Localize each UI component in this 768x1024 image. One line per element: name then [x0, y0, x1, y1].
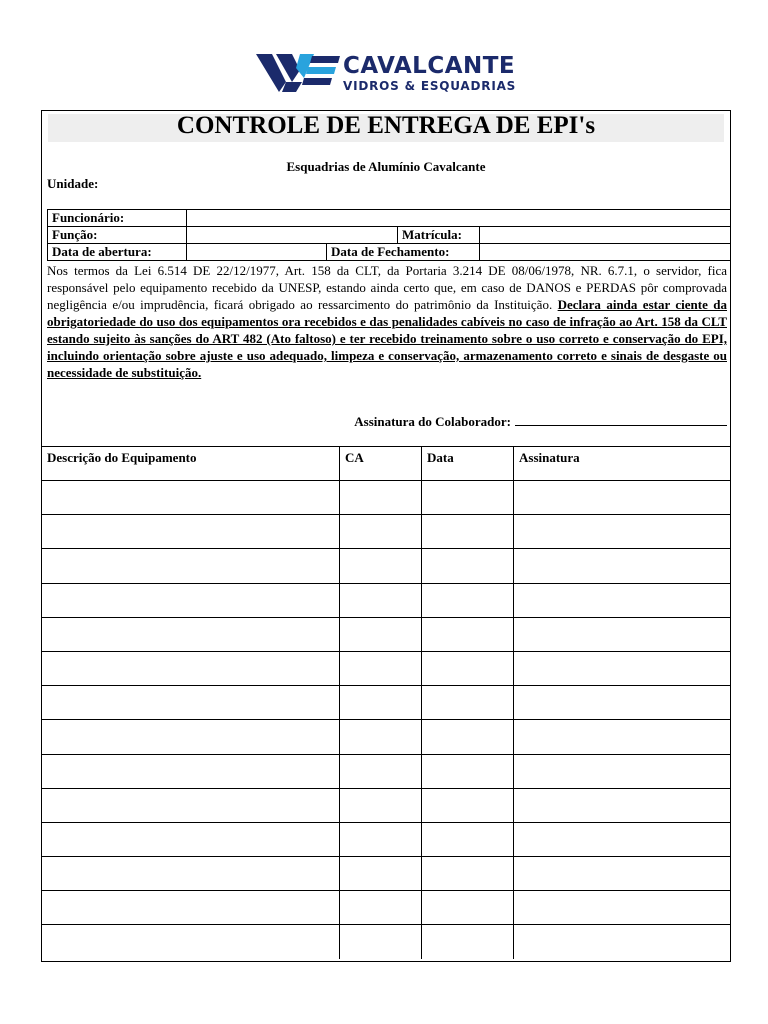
- cell-data[interactable]: [421, 925, 513, 958]
- cell-data[interactable]: [421, 549, 513, 582]
- cell-ca[interactable]: [339, 720, 421, 753]
- cell-ca[interactable]: [339, 481, 421, 514]
- cell-assinatura[interactable]: [513, 549, 730, 582]
- cell-data[interactable]: [421, 515, 513, 548]
- cell-data[interactable]: [421, 857, 513, 890]
- table-row: [42, 822, 730, 856]
- data-fechamento-label: Data de Fechamento:: [326, 244, 479, 260]
- cell-ca[interactable]: [339, 686, 421, 719]
- header-assinatura: Assinatura: [513, 447, 730, 480]
- cell-data[interactable]: [421, 618, 513, 651]
- company-logo: [256, 52, 516, 96]
- brand-tagline: VIDROS & ESQUADRIAS: [343, 79, 517, 93]
- cell-ca[interactable]: [339, 823, 421, 856]
- datas-row: [47, 243, 731, 261]
- equipment-table: [42, 446, 730, 959]
- table-row: [42, 788, 730, 822]
- cell-assinatura[interactable]: [513, 618, 730, 651]
- cell-data[interactable]: [421, 823, 513, 856]
- cell-assinatura[interactable]: [513, 584, 730, 617]
- table-row: [42, 856, 730, 890]
- cell-assinatura[interactable]: [513, 686, 730, 719]
- table-row: [42, 514, 730, 548]
- cell-assinatura[interactable]: [513, 823, 730, 856]
- cell-descricao[interactable]: [42, 618, 339, 651]
- matricula-label: Matrícula:: [397, 227, 479, 243]
- cell-ca[interactable]: [339, 515, 421, 548]
- cell-assinatura[interactable]: [513, 515, 730, 548]
- cell-assinatura[interactable]: [513, 720, 730, 753]
- cell-data[interactable]: [421, 584, 513, 617]
- cell-descricao[interactable]: [42, 515, 339, 548]
- table-row: [42, 754, 730, 788]
- cell-descricao[interactable]: [42, 857, 339, 890]
- cell-ca[interactable]: [339, 891, 421, 924]
- cell-descricao[interactable]: [42, 549, 339, 582]
- cell-descricao[interactable]: [42, 686, 339, 719]
- funcionario-row: [47, 209, 731, 227]
- signature-block: [354, 413, 727, 430]
- cell-assinatura[interactable]: [513, 891, 730, 924]
- funcionario-field[interactable]: [186, 210, 730, 226]
- table-row: [42, 719, 730, 753]
- cell-ca[interactable]: [339, 549, 421, 582]
- terms-paragraph: [47, 262, 727, 381]
- matricula-field[interactable]: [479, 227, 730, 243]
- signature-line[interactable]: [515, 413, 727, 426]
- unidade-label: Unidade:: [47, 176, 99, 191]
- table-row: [42, 480, 730, 514]
- data-fechamento-field[interactable]: [479, 244, 730, 260]
- funcao-field[interactable]: [186, 227, 397, 243]
- cell-descricao[interactable]: [42, 823, 339, 856]
- header-ca: CA: [339, 447, 421, 480]
- form-title: CONTROLE DE ENTREGA DE EPI's: [176, 112, 596, 139]
- cell-descricao[interactable]: [42, 925, 339, 958]
- cell-ca[interactable]: [339, 925, 421, 958]
- cell-assinatura[interactable]: [513, 652, 730, 685]
- cell-descricao[interactable]: [42, 755, 339, 788]
- table-row: [42, 617, 730, 651]
- brand-name: CAVALCANTE: [343, 53, 516, 79]
- data-abertura-field[interactable]: [186, 244, 326, 260]
- funcao-label: Função:: [52, 227, 98, 242]
- terms-emphasis: Declara ainda estar ciente da obrigatoriedade do uso dos equipamentos ora recebidos e das penalidades cabíveis no caso de infração ao Art. 158 da CLT estando sujeito às sanções do ART 482 (Ato faltoso) e ter recebido treinamento sobre o uso correto e conservação do EPI, incluindo orientação sobre ajuste e uso adequado, limpeza e conservação, armazenamento correto e sinais de desgaste ou necessidade de substituição.: [47, 297, 728, 380]
- cell-data[interactable]: [421, 686, 513, 719]
- signature-label: Assinatura do Colaborador:: [354, 414, 511, 429]
- cell-data[interactable]: [421, 789, 513, 822]
- cell-ca[interactable]: [339, 857, 421, 890]
- cell-descricao[interactable]: [42, 891, 339, 924]
- cell-ca[interactable]: [339, 584, 421, 617]
- cell-assinatura[interactable]: [513, 755, 730, 788]
- table-row: [42, 583, 730, 617]
- cell-descricao[interactable]: [42, 789, 339, 822]
- cell-descricao[interactable]: [42, 584, 339, 617]
- cell-ca[interactable]: [339, 652, 421, 685]
- cell-data[interactable]: [421, 481, 513, 514]
- header-data: Data: [421, 447, 513, 480]
- header-descricao: Descrição do Equipamento: [47, 450, 197, 465]
- table-row: [42, 685, 730, 719]
- epi-control-form: [41, 110, 731, 962]
- table-row: [42, 924, 730, 958]
- cell-data[interactable]: [421, 652, 513, 685]
- cell-ca[interactable]: [339, 618, 421, 651]
- table-row: [42, 548, 730, 582]
- table-header-row: [42, 446, 730, 480]
- cell-ca[interactable]: [339, 789, 421, 822]
- cell-assinatura[interactable]: [513, 857, 730, 890]
- cell-descricao[interactable]: [42, 481, 339, 514]
- cell-assinatura[interactable]: [513, 925, 730, 958]
- cell-data[interactable]: [421, 720, 513, 753]
- cell-assinatura[interactable]: [513, 789, 730, 822]
- cell-ca[interactable]: [339, 755, 421, 788]
- cell-assinatura[interactable]: [513, 481, 730, 514]
- funcao-row: [47, 226, 731, 244]
- cell-descricao[interactable]: [42, 652, 339, 685]
- table-row: [42, 651, 730, 685]
- cell-data[interactable]: [421, 755, 513, 788]
- logo-mark-icon: [256, 52, 342, 94]
- terms-text: Nos termos da Lei 6.514 DE 22/12/1977, Art. 158 da CLT, da Portaria 3.214 DE 08/06/1978, NR. 6.7.1, o servidor, fica responsável pelo equipamento recebido da UNESP, estando ainda certo que, em caso de DANOS e PERDAS pôr comprovada negligência e/ou imprudência, ficará obrigado ao ressarcimento do patrimônio da Instituição.: [47, 263, 727, 312]
- company-name: Esquadrias de Alumínio Cavalcante: [286, 159, 486, 174]
- data-abertura-label: Data de abertura:: [52, 244, 152, 259]
- cell-data[interactable]: [421, 891, 513, 924]
- funcionario-label: Funcionário:: [52, 210, 125, 225]
- table-row: [42, 890, 730, 924]
- cell-descricao[interactable]: [42, 720, 339, 753]
